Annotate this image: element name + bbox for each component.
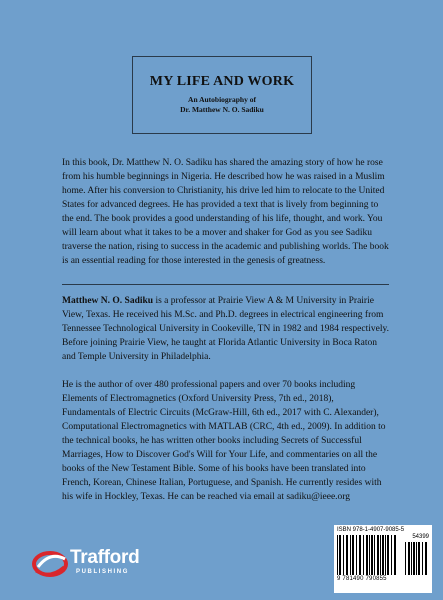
barcode-bar [337, 535, 338, 575]
barcode-addon [405, 542, 429, 575]
publisher-logo [32, 545, 192, 581]
barcode-bar [394, 535, 396, 575]
barcode-bar [391, 535, 392, 575]
barcode-bar [411, 542, 412, 575]
book-title: MY LIFE AND WORK [149, 74, 295, 89]
barcode-bar [346, 535, 348, 575]
publisher-name: Trafford [70, 547, 140, 568]
author-bio-text: is a professor at Prairie View A & M University in Prairie View, Texas. He received his M.Sc. and Ph.D. degrees in electrical engineering from Tennessee Technological University in Cookeville, TN in 1982 and 1984 respectively. Before joining Prairie View, he taught at Florida Atlantic University in Boca Raton and Temple University in Philadelphia. [62, 296, 389, 362]
barcode-bar [408, 542, 410, 575]
author-works: He is the author of over 480 professional papers and over 70 books including Elements of Electromagnetics (Oxford University Press, 7th ed., 2018), Fundamentals of Electric Circuits (McGraw-Hill, 6th ed., 2017 with C. Alexander), Computational Electromagnetics with MATLAB (CRC, 4th ed., 2009). In addition to the technical books, he has written other books including Secrets of Successful Marriages, How to Discover God's Will for Your Life, and commentaries on all the books of the New Testament Bible. Some of his books have been translated into French, Korean, Chinese Italian, Portuguese, and Spanish. He currently resides with his wife in Hockley, Texas. He can be reached via email at sadiku@ieee.org [62, 380, 386, 502]
barcode-bar [339, 535, 341, 575]
barcode-bar [356, 535, 357, 575]
barcode-bar [413, 542, 415, 575]
barcode-bar [387, 535, 389, 575]
barcode-bar [352, 535, 354, 575]
barcode-bar [422, 542, 423, 575]
barcode-main [337, 535, 399, 575]
barcode-digits: 9 781490 790855 [337, 576, 387, 582]
barcode-bar [363, 535, 364, 575]
book-blurb: In this book, Dr. Matthew N. O. Sadiku has shared the amazing story of how he rose from his humble beginnings in Nigeria. He described how he was raised in a Muslim home. After his conversion to Christianity, his drive led him to relocate to the United States for advanced degrees. He has provided a text that is lively from beginning to the end. The book provides a good understanding of his life, thought, and work. You will learn about what it takes to be a mover and shaker for God as you see Sadiku traverse the nation, rising to success in the academic and publishing worlds. The book is an essential reading for those interested in the genesis of greatness. [62, 158, 389, 266]
isbn-barcode-box [334, 525, 432, 593]
barcode-bar [366, 535, 368, 575]
barcode-bar [350, 535, 351, 575]
barcode-bar [385, 535, 386, 575]
barcode-bar [359, 535, 361, 575]
barcode-bar [377, 535, 379, 575]
barcode-bar [374, 535, 375, 575]
barcode-bar [382, 535, 384, 575]
barcode-bar [380, 535, 381, 575]
barcode-bar [405, 542, 406, 575]
barcode-bar [425, 542, 427, 575]
barcode-bar [369, 535, 370, 575]
book-subtitle [133, 95, 311, 115]
trafford-swoosh-icon [32, 545, 68, 581]
subtitle-line-1: An Autobiography of [188, 95, 256, 104]
barcode-bar [371, 535, 373, 575]
publisher-tagline: PUBLISHING [76, 569, 130, 575]
barcode-bar [416, 542, 417, 575]
barcode-bar [418, 542, 420, 575]
author-name: Matthew N. O. Sadiku [62, 296, 154, 306]
price-code: 54399 [412, 534, 429, 540]
author-bio [62, 294, 389, 364]
subtitle-line-2: Dr. Matthew N. O. Sadiku [180, 105, 264, 114]
isbn-label: ISBN 978-1-4907-9085-5 [337, 527, 405, 533]
title-box [132, 56, 312, 134]
barcode-bar [343, 535, 344, 575]
section-divider [62, 284, 389, 285]
